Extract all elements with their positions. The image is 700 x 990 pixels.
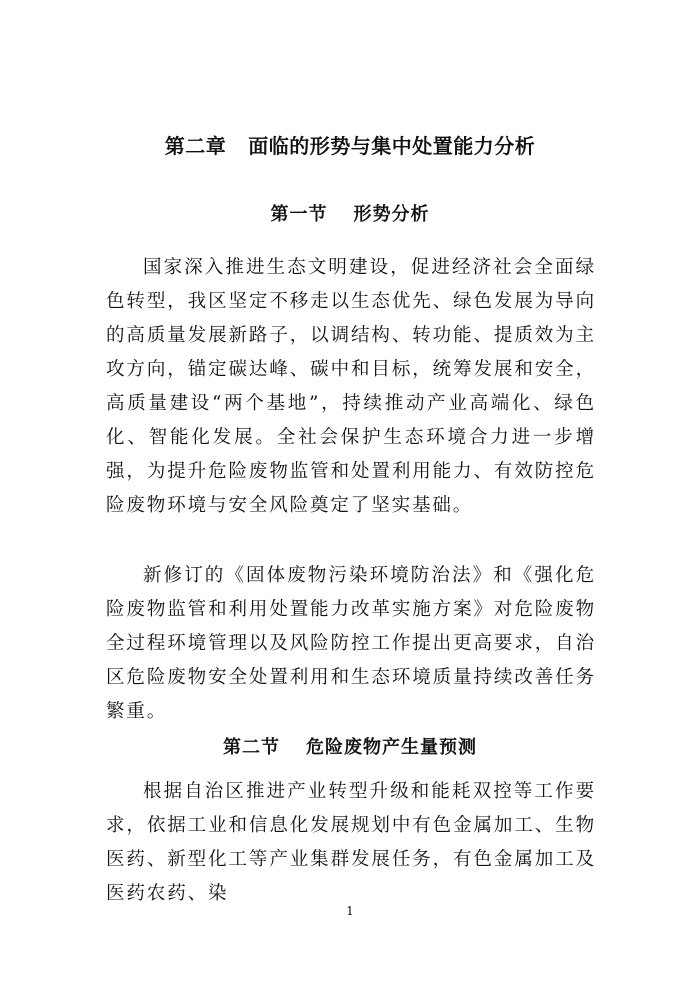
chapter-title-text: 面临的形势与集中处置能力分析	[248, 134, 536, 158]
section-title-2	[0, 733, 700, 759]
chapter-number: 第二章	[164, 134, 227, 158]
paragraph-2: 新修订的《固体废物污染环境防治法》和《强化危险废物监管和利用处置能力改革实施方案》对危险废物全过程环境管理以及风险防控工作提出更高要求，自治区危险废物安全处置利用和生态环境质量持续改善任务繁重。	[106, 565, 596, 722]
section-title-1	[0, 200, 700, 226]
section-title-text: 危险废物产生量预测	[306, 737, 477, 758]
section-number: 第一节	[270, 204, 328, 225]
section-number: 第二节	[223, 737, 280, 758]
paragraph-1: 国家深入推进生态文明建设，促进经济社会全面绿色转型，我区坚定不移走以生态优先、绿色发展为导向的高质量发展新路子，以调结构、转功能、提质效为主攻方向，锚定碳达峰、碳中和目标，统筹发展和安全，高质量建设“两个基地”，持续推动产业高端化、绿色化、智能化发展。全社会保护生态环境合力进一步增强，为提升危险废物监管和处置利用能力、有效防控危险废物环境与安全风险奠定了坚实基础。	[106, 257, 596, 516]
paragraph-3: 根据自治区推进产业转型升级和能耗双控等工作要求，依据工业和信息化发展规划中有色金属加工、生物医药、新型化工等产业集群发展任务，有色金属加工及医药农药、染	[106, 781, 596, 904]
page-number: 1	[346, 904, 354, 918]
section-title-text: 形势分析	[353, 204, 430, 225]
chapter-title	[0, 130, 700, 159]
